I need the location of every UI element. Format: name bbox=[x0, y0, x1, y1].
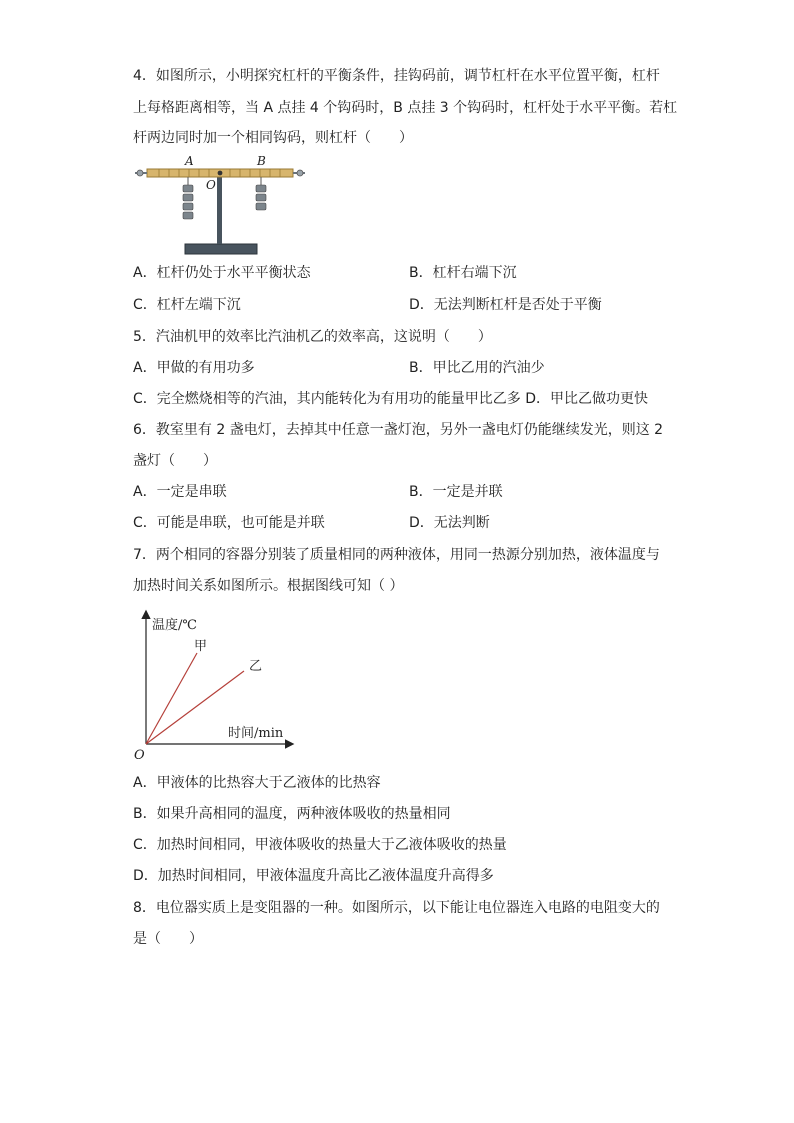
q4-stem-line-2: 上每格距离相等，当 A 点挂 4 个钩码时，B 点挂 3 个钩码时，杠杆处于水平平衡。若杠 bbox=[133, 100, 678, 116]
q7-option-d: D．加热时间相同，甲液体温度升高比乙液体温度升高得多 bbox=[133, 868, 494, 884]
lever-label-a: A bbox=[185, 154, 194, 168]
q6-stem-line-1: 6．教室里有 2 盏电灯，去掉其中任意一盏灯泡，另外一盏电灯仍能继续发光，则这 2 bbox=[133, 422, 664, 438]
q7-stem-line-1: 7．两个相同的容器分别装了质量相同的两种液体，用同一热源分别加热，液体温度与 bbox=[133, 547, 660, 563]
lever-label-o: O bbox=[206, 178, 216, 192]
q4-option-b: B．杠杆右端下沉 bbox=[409, 265, 517, 281]
q4-stem-line-3: 杆两边同时加一个相同钩码，则杠杆（ ） bbox=[133, 130, 413, 146]
q7-option-a: A．甲液体的比热容大于乙液体的比热容 bbox=[133, 775, 381, 791]
q6-stem-line-2: 盏灯（ ） bbox=[133, 453, 217, 469]
temperature-time-graph bbox=[130, 606, 300, 764]
q7-option-b: B．如果升高相同的温度，两种液体吸收的热量相同 bbox=[133, 806, 451, 822]
weights-at-a bbox=[183, 177, 193, 219]
y-axis-label: 温度/℃ bbox=[152, 618, 197, 633]
q6-option-d: D．无法判断 bbox=[409, 515, 490, 531]
lever-figure bbox=[133, 152, 313, 260]
q4-option-c: C．杠杆左端下沉 bbox=[133, 297, 241, 313]
left-balance-nut bbox=[137, 170, 143, 176]
q8-stem-line-1: 8．电位器实质上是变阻器的一种。如图所示，以下能让电位器连入电路的电阻变大的 bbox=[133, 900, 660, 916]
q5-option-b: B．甲比乙用的汽油少 bbox=[409, 360, 545, 376]
x-axis-label: 时间/min bbox=[228, 726, 284, 741]
line-jia-label: 甲 bbox=[194, 639, 208, 654]
q5-option-c-d: C．完全燃烧相等的汽油，其内能转化为有用功的能量甲比乙多 D．甲比乙做功更快 bbox=[133, 391, 649, 407]
right-balance-nut bbox=[297, 170, 303, 176]
q6-option-b: B．一定是并联 bbox=[409, 484, 503, 500]
q7-stem-line-2: 加热时间关系如图所示。根据图线可知（ ） bbox=[133, 578, 404, 594]
q6-option-a: A．一定是串联 bbox=[133, 484, 227, 500]
line-jia bbox=[146, 653, 197, 744]
q7-option-c: C．加热时间相同，甲液体吸收的热量大于乙液体吸收的热量 bbox=[133, 837, 507, 853]
q4-option-a: A．杠杆仍处于水平平衡状态 bbox=[133, 265, 311, 281]
lever-base bbox=[185, 244, 257, 254]
lever-stand bbox=[217, 174, 222, 244]
q5-stem: 5．汽油机甲的效率比汽油机乙的效率高，这说明（ ） bbox=[133, 329, 492, 345]
pivot-point bbox=[218, 171, 223, 176]
q4-stem-line-1: 4．如图所示，小明探究杠杆的平衡条件，挂钩码前，调节杠杆在水平位置平衡，杠杆 bbox=[133, 68, 660, 84]
lever-label-b: B bbox=[257, 154, 266, 168]
origin-label: O bbox=[134, 748, 145, 763]
weights-at-b bbox=[256, 177, 266, 210]
q6-option-c: C．可能是串联，也可能是并联 bbox=[133, 515, 325, 531]
q4-option-d: D．无法判断杠杆是否处于平衡 bbox=[409, 297, 602, 313]
q5-option-a: A．甲做的有用功多 bbox=[133, 360, 255, 376]
q8-stem-line-2: 是（ ） bbox=[133, 931, 203, 947]
line-yi-label: 乙 bbox=[249, 659, 263, 674]
